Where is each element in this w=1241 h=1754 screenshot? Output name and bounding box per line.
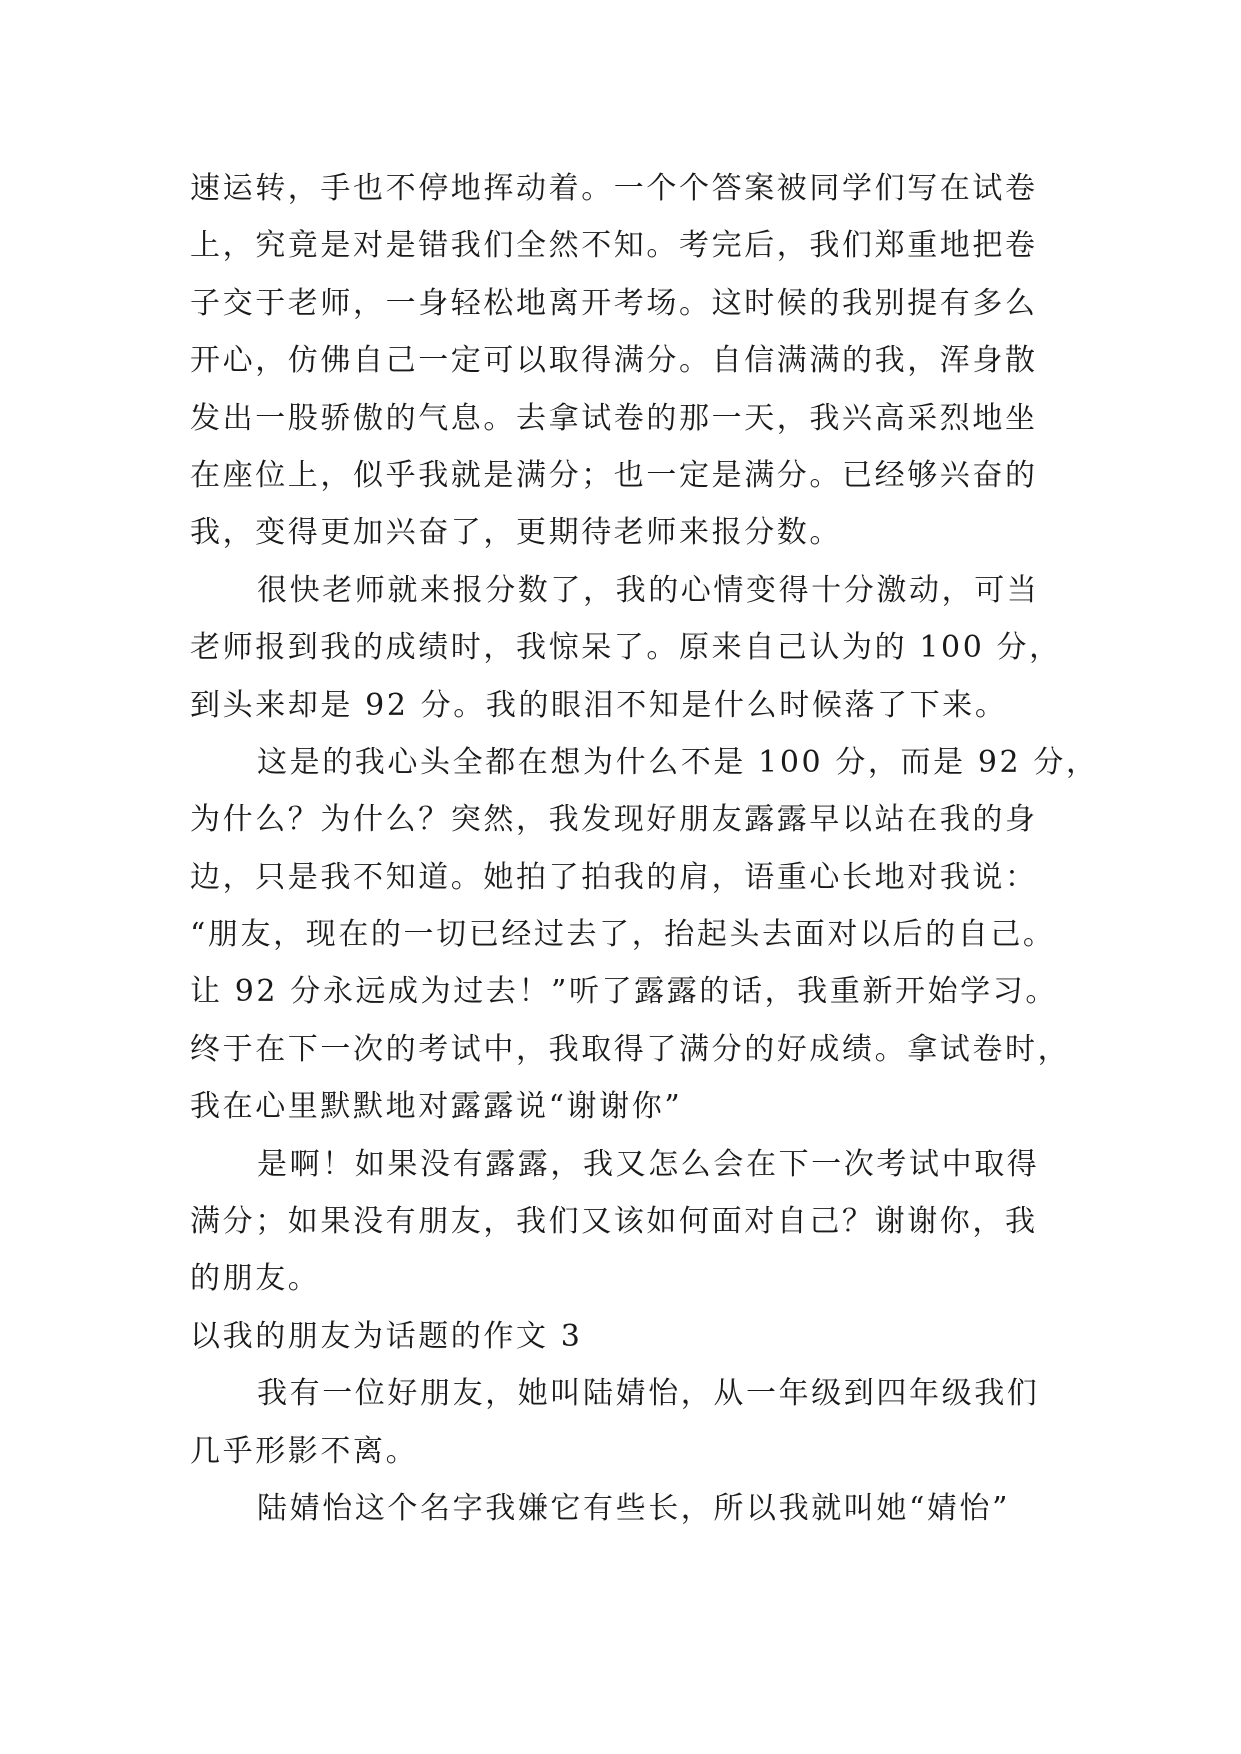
paragraph-first-line: 很快老师就来报分数了，我的心情变得十分激动，可当 — [257, 572, 1040, 608]
text-line: 子交于老师，一身轻松地离开考场。这时候的我别提有多么 — [190, 285, 1038, 321]
text-line: 几乎形影不离。 — [190, 1433, 419, 1469]
text-line: 的朋友。 — [190, 1261, 321, 1297]
text-line: 老师报到我的成绩时，我惊呆了。原来自己认为的 100 分， — [190, 630, 1062, 666]
text-line: 终于在下一次的考试中，我取得了满分的好成绩。拿试卷时， — [190, 1031, 1071, 1067]
text-line: 上，究竟是对是错我们全然不知。考完后，我们郑重地把卷 — [190, 228, 1038, 264]
text-line: 速运转，手也不停地挥动着。一个个答案被同学们写在试卷 — [190, 171, 1038, 206]
text-line: 到头来却是 92 分。我的眼泪不知是什么时候落了下来。 — [190, 687, 1008, 723]
text-line: 发出一股骄傲的气息。去拿试卷的那一天，我兴高采烈地坐 — [190, 400, 1038, 436]
paragraph-first-line: 这是的我心头全都在想为什么不是 100 分，而是 92 分， — [257, 744, 1099, 780]
paragraph-first-line: 我有一位好朋友，她叫陆婧怡，从一年级到四年级我们 — [257, 1376, 1040, 1412]
text-line: 在座位上，似乎我就是满分；也一定是满分。已经够兴奋的 — [190, 457, 1038, 493]
text-line: 边，只是我不知道。她拍了拍我的肩，语重心长地对我说： — [190, 859, 1038, 895]
text-line: 我，变得更加兴奋了，更期待老师来报分数。 — [190, 515, 842, 551]
text-line: 满分；如果没有朋友，我们又该如何面对自己？谢谢你，我 — [190, 1204, 1038, 1240]
text-line: 为什么？为什么？突然，我发现好朋友露露早以站在我的身 — [190, 802, 1038, 838]
text-line: 开心，仿佛自己一定可以取得满分。自信满满的我，浑身散 — [190, 343, 1038, 379]
paragraph-first-line: 陆婧怡这个名字我嫌它有些长，所以我就叫她“婧怡” — [257, 1490, 1011, 1526]
text-line: 我在心里默默地对露露说“谢谢你” — [190, 1089, 683, 1125]
section-heading: 以我的朋友为话题的作文 3 — [190, 1318, 583, 1354]
essay-body — [190, 160, 1099, 1537]
text-line: “朋友，现在的一切已经过去了，抬起头去面对以后的自己。 — [190, 917, 1056, 953]
text-line: 让 92 分永远成为过去！”听了露露的话，我重新开始学习。 — [190, 974, 1058, 1010]
paragraph-first-line: 是啊！如果没有露露，我又怎么会在下一次考试中取得 — [257, 1146, 1040, 1182]
